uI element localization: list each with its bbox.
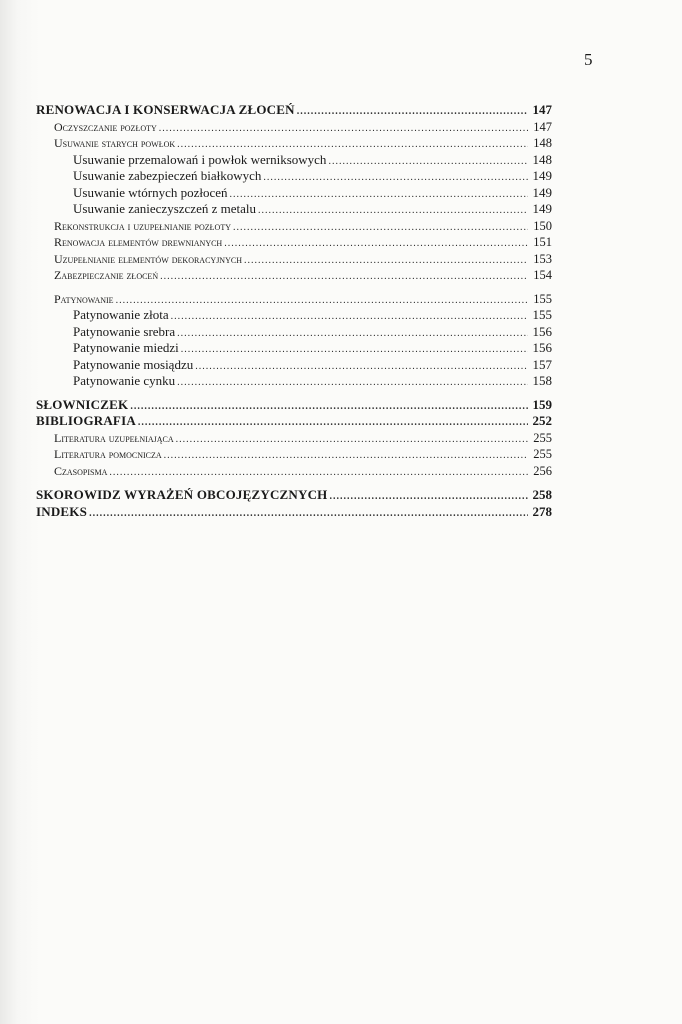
- toc-entry: [36, 430, 552, 447]
- toc-entry-title: Patynowanie srebra: [73, 323, 176, 339]
- toc-entry-title: Zabezpieczanie złoceń: [54, 268, 159, 282]
- toc-leader-dots: [258, 203, 528, 220]
- toc-leader-dots: [138, 415, 528, 432]
- toc-entry-title: Usuwanie starych powłok: [54, 136, 176, 150]
- toc-entry: [36, 135, 552, 152]
- toc-entry-title: INDEKS: [36, 503, 88, 519]
- toc-entry: [36, 307, 552, 324]
- toc-entry-title: Uzupełnianie elementów dekoracyjnych: [54, 251, 242, 266]
- toc-entry: [36, 487, 552, 504]
- toc-entry: [36, 463, 552, 480]
- toc-entry-title: RENOWACJA I KONSERWACJA ZŁOCEŃ: [36, 102, 295, 117]
- toc-entry-title: Patynowanie: [54, 291, 114, 306]
- toc-entry: [36, 168, 552, 185]
- toc-entry-page: 155: [533, 291, 552, 306]
- toc-entry: [36, 373, 552, 390]
- toc-leader-dots: [329, 489, 528, 506]
- toc-entry-page: 252: [532, 413, 552, 428]
- toc-entry-page: 154: [533, 268, 552, 282]
- page-number: 5: [584, 50, 593, 69]
- toc-leader-dots: [109, 465, 528, 482]
- toc-leader-dots: [176, 432, 528, 449]
- toc-leader-dots: [195, 359, 528, 376]
- toc-entry: [36, 119, 552, 136]
- toc-entry-title: Usuwanie zabezpieczeń białkowych: [73, 168, 262, 183]
- toc-entry-title: Literatura pomocnicza: [54, 447, 162, 461]
- toc-entry-page: 258: [532, 487, 552, 502]
- toc-leader-dots: [181, 342, 528, 359]
- toc-entry: [36, 234, 552, 251]
- toc-entry-title: Czasopisma: [54, 463, 108, 478]
- toc-entry-page: 149: [532, 201, 552, 216]
- toc-entry: [36, 446, 552, 463]
- toc-entry-page: 147: [532, 102, 552, 117]
- toc-entry-page: 255: [533, 447, 552, 461]
- table-of-contents: [36, 102, 552, 520]
- toc-entry-page: 255: [533, 430, 552, 445]
- toc-entry-page: 147: [533, 119, 552, 134]
- toc-entry: [36, 102, 552, 119]
- toc-entry: [36, 152, 552, 169]
- toc-entry-title: SŁOWNICZEK: [36, 396, 129, 412]
- toc-leader-dots: [164, 448, 528, 465]
- toc-entry: [36, 357, 552, 374]
- toc-entry: [36, 324, 552, 341]
- toc-entry-page: 151: [533, 235, 552, 249]
- toc-entry-page: 149: [532, 168, 552, 183]
- toc-leader-dots: [89, 506, 528, 523]
- toc-leader-dots: [233, 220, 528, 237]
- toc-leader-dots: [224, 236, 528, 253]
- toc-entry-page: 278: [532, 503, 552, 519]
- toc-group-patination: [36, 291, 552, 390]
- toc-entry-page: 157: [532, 356, 552, 372]
- toc-leader-dots: [159, 121, 528, 138]
- toc-entry: [36, 267, 552, 284]
- toc-leader-dots: [263, 170, 528, 187]
- toc-entry: [36, 251, 552, 268]
- toc-entry-page: 149: [532, 184, 552, 200]
- toc-leader-dots: [230, 187, 528, 204]
- toc-entry: [36, 397, 552, 414]
- toc-entry-page: 159: [532, 396, 552, 412]
- toc-entry: [36, 218, 552, 235]
- toc-entry-page: 148: [533, 136, 552, 150]
- toc-leader-dots: [130, 399, 528, 416]
- toc-entry-title: BIBLIOGRAFIA: [36, 413, 136, 428]
- toc-entry-page: 150: [533, 218, 552, 233]
- toc-entry-title: SKOROWIDZ WYRAŻEŃ OBCOJĘZYCZNYCH: [36, 487, 328, 502]
- toc-entry-title: Patynowanie miedzi: [73, 340, 179, 355]
- toc-entry-page: 155: [532, 307, 552, 322]
- toc-leader-dots: [171, 309, 528, 326]
- toc-entry-title: Literatura uzupełniająca: [54, 430, 174, 445]
- toc-entry-title: Patynowanie mosiądzu: [73, 356, 194, 372]
- toc-entry-page: 256: [533, 463, 552, 478]
- toc-entry: [36, 413, 552, 430]
- toc-leader-dots: [116, 293, 528, 310]
- toc-entry-page: 153: [533, 251, 552, 266]
- toc-leader-dots: [244, 253, 528, 270]
- toc-entry-title: Oczyszczanie pozłoty: [54, 119, 157, 134]
- toc-entry-page: 156: [532, 323, 552, 339]
- toc-entry-title: Patynowanie złota: [73, 307, 169, 322]
- toc-entry: [36, 201, 552, 218]
- toc-leader-dots: [328, 154, 528, 171]
- toc-entry: [36, 291, 552, 308]
- toc-leader-dots: [297, 104, 528, 121]
- toc-entry-title: Usuwanie zanieczyszczeń z metalu: [73, 201, 256, 216]
- toc-entry: [36, 504, 552, 521]
- toc-leader-dots: [177, 375, 528, 392]
- toc-entry-page: 148: [532, 151, 552, 167]
- toc-entry-title: Patynowanie cynku: [73, 373, 176, 388]
- toc-group-renovation: [36, 102, 552, 284]
- toc-entry: [36, 185, 552, 202]
- toc-entry-title: Renowacja elementów drewnianych: [54, 235, 223, 249]
- toc-group-glossary-bibliography: [36, 397, 552, 480]
- toc-entry-page: 158: [532, 373, 552, 388]
- toc-entry-title: Usuwanie wtórnych pozłoceń: [73, 184, 228, 200]
- toc-entry-title: Rekonstrukcja i uzupełnianie pozłoty: [54, 218, 231, 233]
- toc-group-indexes: [36, 487, 552, 520]
- toc-leader-dots: [160, 269, 528, 286]
- toc-entry: [36, 340, 552, 357]
- toc-entry-page: 156: [532, 340, 552, 355]
- toc-leader-dots: [177, 326, 528, 343]
- toc-entry-title: Usuwanie przemalowań i powłok werniksowych: [73, 151, 327, 167]
